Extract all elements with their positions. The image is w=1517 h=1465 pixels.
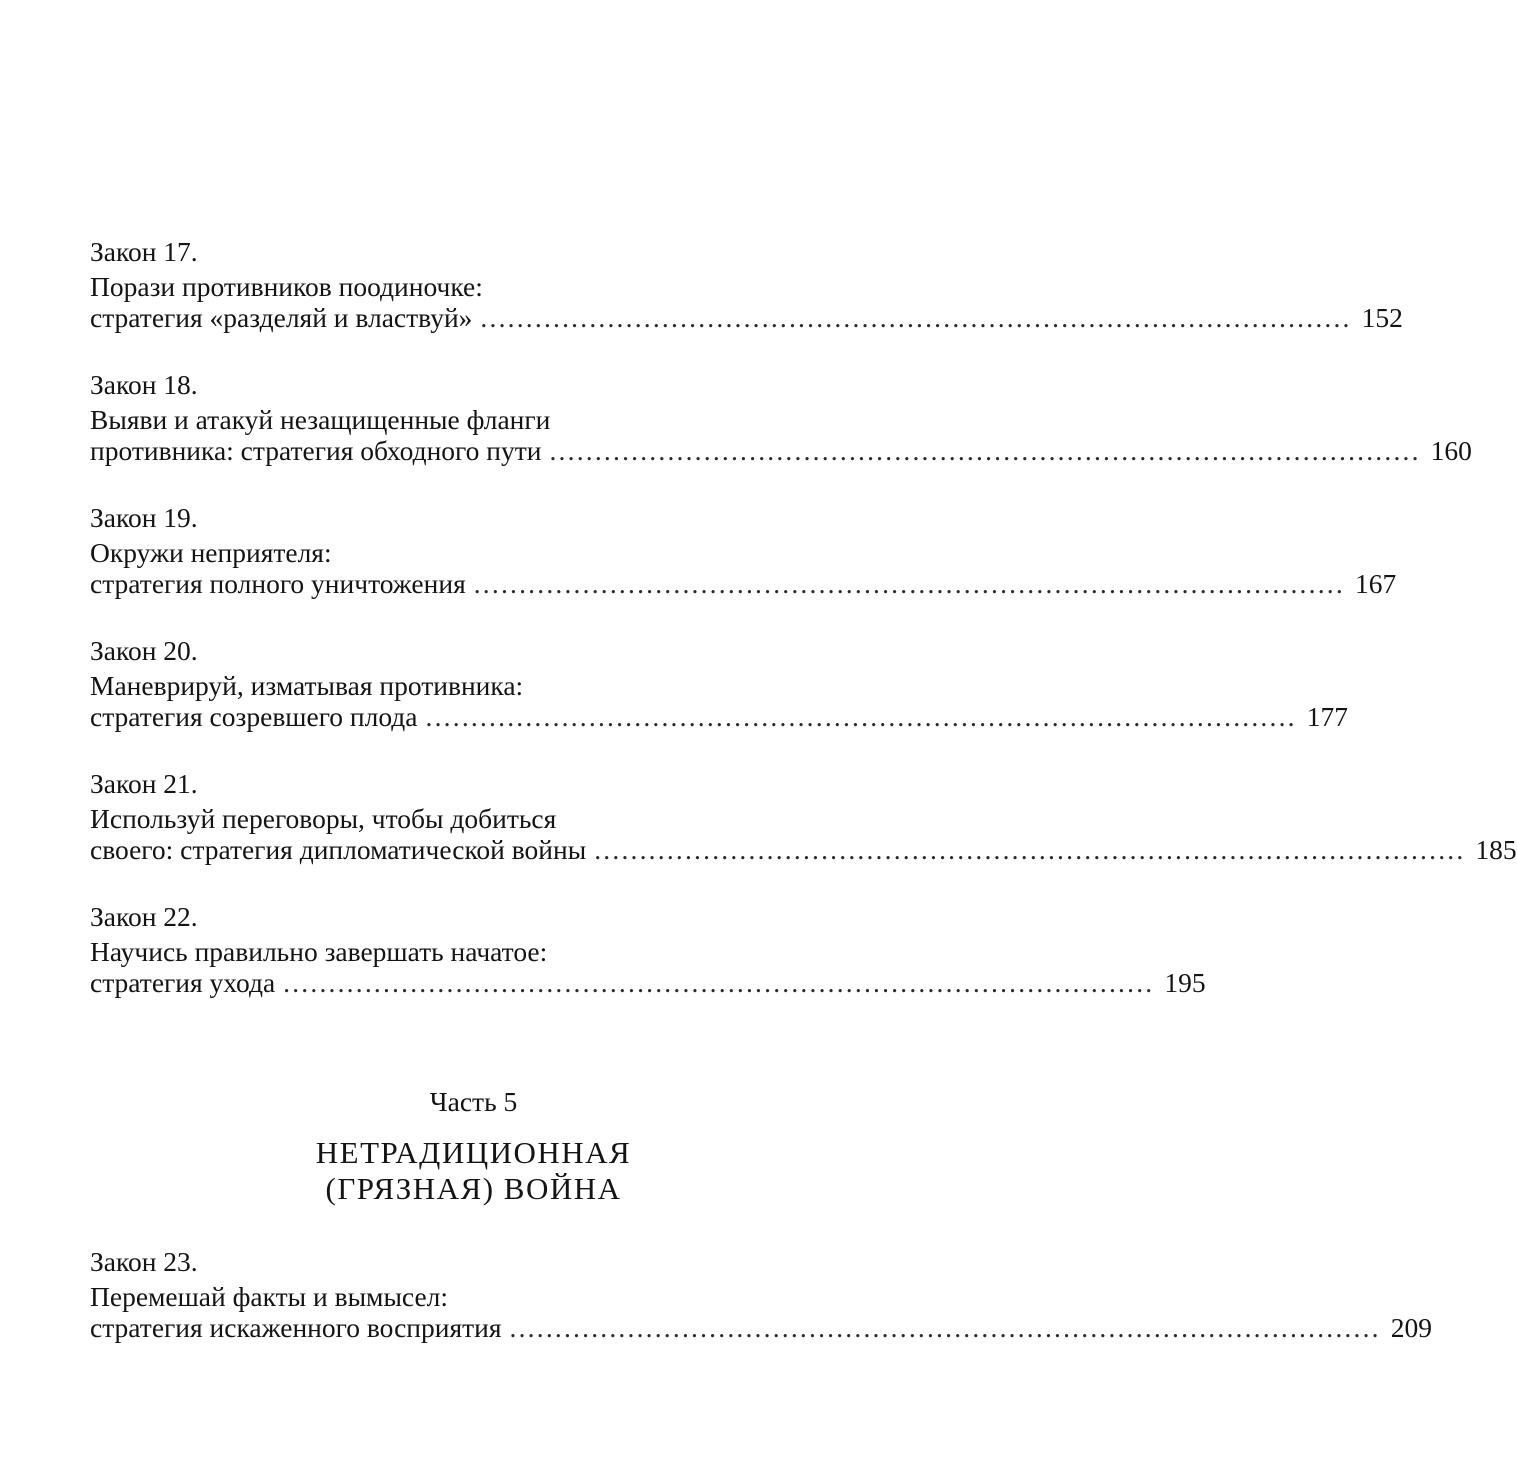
law-number: Закон 19. xyxy=(90,502,198,533)
toc-last-line xyxy=(90,967,1206,998)
page-number: 160 xyxy=(1430,435,1472,466)
page-number: 185 xyxy=(1475,834,1517,865)
part-title-line-1: НЕТРАДИЦИОННАЯ xyxy=(315,1135,632,1170)
part-label: Часть 5 xyxy=(429,1086,518,1117)
toc-last-line xyxy=(90,1312,1432,1343)
dot-leader: ................................................................................................ xyxy=(549,435,1421,466)
dot-leader: ................................................................................................ xyxy=(425,701,1297,732)
toc-last-line xyxy=(90,302,1403,333)
toc-section-top xyxy=(90,236,1517,1034)
law-number: Закон 21. xyxy=(90,768,198,799)
page-number: 167 xyxy=(1354,568,1397,599)
law-title: Маневрируй, изматывая противника: xyxy=(90,670,524,701)
part-title-line-2: (ГРЯЗНАЯ) ВОЙНА xyxy=(325,1171,622,1206)
dot-leader: ................................................................................................ xyxy=(509,1312,1381,1343)
law-title: Окружи неприятеля: xyxy=(90,537,332,568)
law-title: Выяви и атакуй незащищенные фланги xyxy=(90,404,551,435)
strategy-title: стратегия искаженного восприятия xyxy=(90,1312,502,1343)
dot-leader: ................................................................................................ xyxy=(594,834,1466,865)
toc-last-line xyxy=(90,834,1517,865)
strategy-title: своего: стратегия дипломатической войны xyxy=(90,834,587,865)
page-number: 195 xyxy=(1164,967,1206,998)
law-number: Закон 18. xyxy=(90,369,198,400)
law-title: Порази противников поодиночке: xyxy=(90,271,483,302)
toc-entry-law-21 xyxy=(90,768,1517,865)
law-number: Закон 20. xyxy=(90,635,198,666)
dot-leader: ................................................................................................ xyxy=(473,568,1345,599)
toc-last-line xyxy=(90,701,1348,732)
law-number: Закон 22. xyxy=(90,901,198,932)
toc-entry-law-23 xyxy=(90,1246,1432,1343)
toc-entry-law-17 xyxy=(90,236,1403,333)
toc-entry-law-19 xyxy=(90,502,1397,599)
strategy-title: стратегия «разделяй и властвуй» xyxy=(90,302,473,333)
toc-last-line xyxy=(90,435,1472,466)
strategy-title: стратегия полного уничтожения xyxy=(90,568,466,599)
page-number: 209 xyxy=(1390,1312,1432,1343)
page-number: 152 xyxy=(1361,302,1403,333)
law-title: Перемешай факты и вымысел: xyxy=(90,1281,449,1312)
strategy-title: противника: стратегия обходного пути xyxy=(90,435,542,466)
strategy-title: стратегия ухода xyxy=(90,967,276,998)
toc-entry-law-18 xyxy=(90,369,1472,466)
strategy-title: стратегия созревшего плода xyxy=(90,701,418,732)
page-number: 177 xyxy=(1306,701,1348,732)
toc-section-bottom xyxy=(90,1246,1432,1379)
law-number: Закон 23. xyxy=(90,1246,198,1277)
law-title: Научись правильно завершать начатое: xyxy=(90,936,548,967)
law-title: Используй переговоры, чтобы добиться xyxy=(90,803,557,834)
law-number: Закон 17. xyxy=(90,236,198,267)
dot-leader: ................................................................................................ xyxy=(480,302,1352,333)
toc-entry-law-20 xyxy=(90,635,1348,732)
dot-leader: ................................................................................................ xyxy=(283,967,1155,998)
toc-last-line xyxy=(90,568,1397,599)
part-heading xyxy=(0,1086,947,1207)
toc-entry-law-22 xyxy=(90,901,1206,998)
